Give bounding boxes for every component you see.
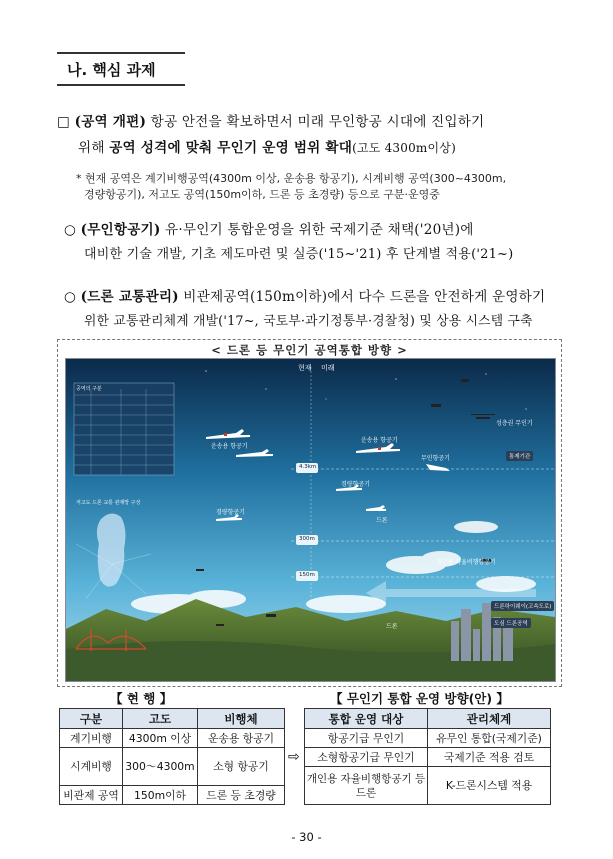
circle-bullet: ○ [64, 222, 77, 238]
table-cell: 시계비행 [60, 748, 123, 786]
para1-keyword: (공역 개편) [74, 114, 147, 130]
table-header: 관리체계 [428, 709, 551, 729]
label-stratosphere: 성층권 무인기 [496, 420, 533, 427]
page-number: - 30 - [291, 830, 322, 844]
table-cell: 개인용 자율비행항공기 등 드론 [305, 767, 428, 805]
label-drone-mid: 드론 [376, 517, 388, 524]
square-bullet: □ [57, 114, 71, 130]
inset-title: 공역의 구분 [76, 386, 102, 392]
para3-line1 [64, 285, 545, 305]
para3-keyword: (드론 교통관리) [80, 289, 179, 305]
table-row [60, 748, 285, 786]
label-uav-right: 무인항공기 [421, 455, 450, 462]
para2-line2: 대비한 기술 개발, 기초 제도마련 및 실증('15~'21) 후 단계별 적용('21~) [84, 247, 514, 262]
airspace-illustration [65, 358, 556, 682]
table-row [305, 748, 551, 767]
label-light-right: 경량항공기 [341, 481, 370, 488]
label-now: 현재 [298, 364, 312, 372]
table-future-title: 【 무인기 통합 운영 방향(안) 】 [330, 691, 509, 706]
table-cell: 계기비행 [60, 729, 123, 748]
section-header [57, 52, 185, 86]
label-personal: 개인용 자율비행항공기 [436, 559, 496, 566]
transition-arrow: ⇨ [288, 749, 300, 765]
para1-text2a: 위해 [78, 140, 110, 156]
table-cell: 국제기준 적용 검토 [428, 748, 551, 767]
table-future [304, 708, 551, 805]
figure-title: < 드론 등 무인기 공역통합 방향 > [211, 343, 408, 357]
table-row [305, 729, 551, 748]
table-cell: 소형 항공기 [198, 748, 285, 786]
table-header: 구분 [60, 709, 123, 729]
table-header-row [60, 709, 285, 729]
table-row [305, 767, 551, 805]
airspace-illustration-svg [66, 359, 555, 681]
para1-text1: 항공 안전을 확보하면서 미래 무인항공 시대에 진입하기 [146, 114, 485, 130]
table-cell: 항공기급 무인기 [305, 729, 428, 748]
table-current-title: 【 현 행 】 [110, 691, 173, 706]
para1-line2 [78, 136, 456, 156]
label-transport-left: 운송용 항공기 [211, 443, 248, 450]
label-transport-right: 운송용 항공기 [361, 437, 398, 444]
table-cell: 운송용 항공기 [198, 729, 285, 748]
altitude-300: 300m [299, 536, 315, 542]
table-header-row [305, 709, 551, 729]
para2-line1 [64, 218, 474, 238]
tag-city-airspace: 도심 드론공역 [491, 618, 531, 628]
label-future: 미래 [321, 364, 335, 372]
table-row [60, 786, 285, 805]
table-cell: 소형항공기급 무인기 [305, 748, 428, 767]
table-cell: 4300m 이상 [123, 729, 198, 748]
table-cell: 300～4300m [123, 748, 198, 786]
para3-line2: 위한 교통관리체계 개발('17~, 국토부·과기정통부·경찰청) 및 상용 시스템 구축 [84, 314, 533, 329]
para1-text2c: (고도 4300m이상) [352, 141, 456, 155]
para1-highlight: 공역 성격에 맞춰 무인기 운영 범위 확대 [109, 140, 353, 156]
table-cell: 유무인 통합(국제기준) [428, 729, 551, 748]
table-row [60, 729, 285, 748]
tag-drone-highway: 드론하이웨이(고속도로) [491, 601, 554, 611]
tag-regulated: 통제기관 [506, 451, 533, 461]
inset-map-title: 저고도 드론 교통 관제망 구성 [76, 500, 141, 506]
circle-bullet: ○ [64, 289, 77, 305]
figure-box [57, 339, 562, 687]
table-cell: 150m이하 [123, 786, 198, 805]
table-cell: K-드론시스템 적용 [428, 767, 551, 805]
table-cell: 드론 등 초경량 [198, 786, 285, 805]
para3-text1: 비관제공역(150m이하)에서 다수 드론을 안전하게 운영하기 [178, 289, 546, 305]
table-current [59, 708, 285, 805]
table-header: 통합 운영 대상 [305, 709, 428, 729]
note1-line1: * 현재 공역은 계기비행공역(4300m 이상, 운송용 항공기), 시계비행 공역(300~4300m, [76, 172, 507, 185]
section-title: 나. 핵심 과제 [67, 61, 156, 79]
para2-keyword: (무인항공기) [80, 222, 161, 238]
label-light-left: 경량항공기 [216, 509, 245, 516]
altitude-4300: 4.3km [299, 464, 317, 470]
para1-line1 [57, 110, 484, 130]
label-drone-low: 드론 [386, 623, 398, 630]
table-header: 고도 [123, 709, 198, 729]
table-header: 비행체 [198, 709, 285, 729]
note1-line2: 경량항공기), 저고도 공역(150m이하, 드론 등 초경량) 등으로 구분·운영중 [84, 188, 440, 201]
table-cell: 비관제 공역 [60, 786, 123, 805]
altitude-150: 150m [299, 572, 315, 578]
para2-text1: 유·무인기 통합운영을 위한 국제기준 채택('20년)에 [160, 222, 474, 238]
